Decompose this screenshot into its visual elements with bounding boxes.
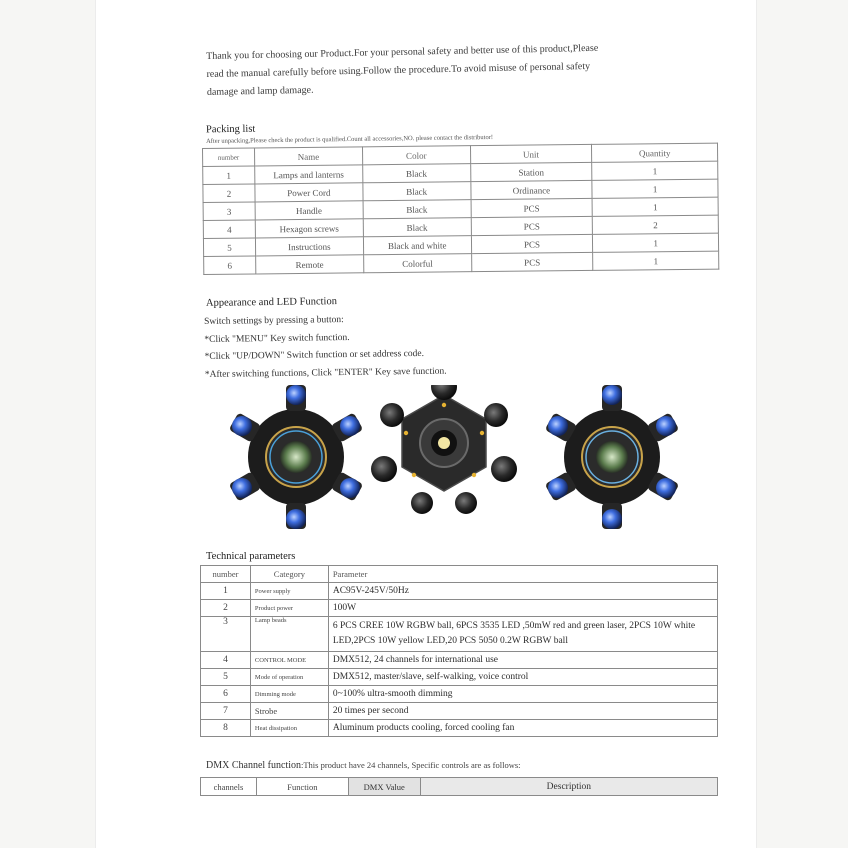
cell: CONTROL MODE (250, 652, 328, 669)
header-cell: Name (254, 147, 362, 166)
cell: 5 (203, 238, 255, 257)
cell: Strobe (250, 703, 328, 720)
product-photos (218, 385, 688, 535)
cell: Product power (250, 600, 328, 617)
table-row (201, 583, 718, 600)
cell: Black (363, 200, 471, 219)
cell: 6 PCS CREE 10W RGBW ball, 6PCS 3535 LED ,50mW red and green laser, 2PCS 10W white LED,2PCS 10W yellow LED,20 PCS 5050 0.2W RGBW ball (328, 617, 717, 652)
cell: PCS (471, 234, 593, 253)
cell: 0~100% ultra-smooth dimming (328, 686, 717, 703)
cell: 4 (203, 220, 255, 239)
cell: Remote (256, 255, 364, 274)
cell: 1 (203, 166, 255, 185)
cell: PCS (471, 216, 593, 235)
table-row (201, 720, 718, 737)
intro-line: read the manual carefully before using.Follow the procedure.To avoid misuse of personal safety (206, 60, 591, 80)
header-cell: Color (362, 146, 470, 165)
cell: Black (363, 218, 471, 237)
cell: Ordinance (470, 180, 592, 199)
cell: Heat dissipation (250, 720, 328, 737)
header-cell: number (203, 148, 255, 167)
cell: Power supply (250, 583, 328, 600)
fixture-right-image (545, 385, 680, 529)
table-row (201, 686, 718, 703)
cell: Colorful (363, 254, 471, 273)
cell: Mode of operation (250, 669, 328, 686)
cell: 7 (201, 703, 251, 720)
cell: 5 (201, 669, 251, 686)
cell: 1 (201, 583, 251, 600)
led-line: *After switching functions, Click "ENTER" Key save function. (204, 366, 447, 380)
cell: DMX512, 24 channels for international use (328, 652, 717, 669)
cell: Station (470, 162, 592, 181)
packing-table (202, 143, 719, 275)
cell: 2 (201, 600, 251, 617)
led-line: Switch settings by pressing a button: (204, 315, 344, 327)
cell: 2 (593, 215, 719, 234)
cell: 3 (201, 617, 251, 652)
table-header-row (201, 778, 718, 796)
cell: 1 (592, 197, 718, 216)
header-cell: channels (201, 778, 257, 796)
cell: PCS (471, 198, 593, 217)
header-cell: Parameter (328, 566, 717, 583)
cell: Aluminum products cooling, forced cooling fan (328, 720, 717, 737)
cell: 1 (593, 251, 719, 270)
header-cell: Unit (470, 144, 592, 163)
intro-line: Thank you for choosing our Product.For your personal safety and better use of this product,Please (206, 42, 599, 62)
table-row (201, 600, 718, 617)
packing-note: After unpacking,Please check the product is qualified.Count all accessories,NO. please contact the distributor! (206, 133, 494, 145)
table-header-row (201, 566, 718, 583)
cell: 4 (201, 652, 251, 669)
cell: Black (362, 164, 470, 183)
technical-title: Technical parameters (206, 551, 296, 562)
cell: Black and white (363, 236, 471, 255)
cell: Lamp beads (250, 617, 328, 652)
cell: Dimming mode (250, 686, 328, 703)
table-row (201, 652, 718, 669)
dmx-title-line (206, 760, 521, 771)
intro-paragraph (206, 39, 647, 102)
cell: AC95V-245V/50Hz (328, 583, 717, 600)
cell: 1 (593, 233, 719, 252)
cell: Handle (255, 201, 363, 220)
dmx-subtitle: :This product have 24 channels, Specific controls are as follows: (301, 760, 521, 770)
dmx-title: DMX Channel function (206, 760, 301, 771)
cell: PCS (471, 252, 593, 271)
cell: Lamps and lanterns (255, 165, 363, 184)
cell: 1 (592, 179, 718, 198)
cell: 6 (201, 686, 251, 703)
appearance-title: Appearance and LED Function (205, 296, 337, 309)
cell: Instructions (255, 237, 363, 256)
technical-table (200, 565, 718, 737)
cell: 8 (201, 720, 251, 737)
fixture-left-image (229, 385, 364, 529)
header-cell: DMX Value (348, 778, 420, 796)
cell: 100W (328, 600, 717, 617)
table-row (201, 669, 718, 686)
cell: Power Cord (255, 183, 363, 202)
packing-list-title: Packing list (205, 123, 256, 136)
intro-line: damage and lamp damage. (206, 84, 314, 98)
table-row (201, 703, 718, 720)
header-cell: Category (250, 566, 328, 583)
header-cell: Function (256, 778, 348, 796)
header-cell: Description (420, 778, 717, 796)
cell: 6 (204, 256, 256, 275)
header-cell: Quantity (592, 143, 718, 162)
cell: 3 (203, 202, 255, 221)
cell: 2 (203, 184, 255, 203)
cell: Black (363, 182, 471, 201)
header-cell: number (201, 566, 251, 583)
cell: DMX512, master/slave, self-walking, voice control (328, 669, 717, 686)
cell: 1 (592, 161, 718, 180)
led-line: *Click "MENU" Key switch function. (204, 332, 350, 345)
cell: Hexagon screws (255, 219, 363, 238)
dmx-table (200, 777, 718, 796)
led-line: *Click "UP/DOWN" Switch function or set address code. (204, 348, 425, 362)
fixture-center-image (371, 385, 517, 514)
led-function-text (204, 308, 625, 384)
cell: 20 times per second (328, 703, 717, 720)
table-row (201, 617, 718, 652)
